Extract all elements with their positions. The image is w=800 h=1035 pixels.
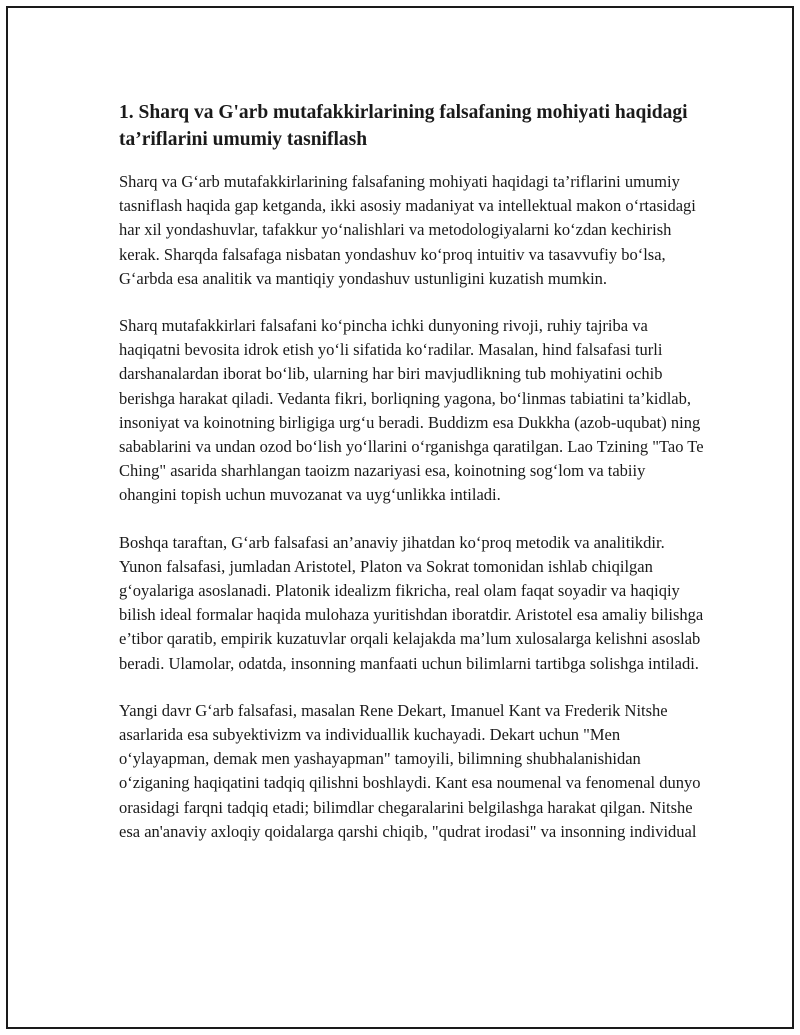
page-frame (6, 6, 794, 1029)
paragraph-3: Boshqa taraftan, G‘arb falsafasi an’anaviy jihatdan ko‘proq metodik va analitikdir. Yunon falsafasi, jumladan Aristotel, Platon va Sokrat tomonidan ishlab chiqilgan g‘oyalariga asoslanadi. Platonik idealizm fikricha, real olam faqat soyadir va haqiqiy bilish ideal formalar haqida mulohaza yuritishdan iboratdir. Aristotel esa amaliy bilishga e’tibor qaratib, empirik kuzatuvlar orqali kelajakda ma’lum xulosalarga kelishni asoslab beradi. Ulamolar, odatda, insonning manfaati uchun bilimlarni tartibga solishga intiladi. (119, 532, 704, 673)
paragraph-1: Sharq va G‘arb mutafakkirlarining falsafaning mohiyati haqidagi ta’riflarini umumiy tasniflash haqida gap ketganda, ikki asosiy madaniyat va intellektual makon o‘rtasidagi har xil yondashuvlar, tafakkur yo‘nalishlari va metodologiyalarni ko‘zdan kechirish kerak. Sharqda falsafaga nisbatan yondashuv ko‘proq intuitiv va tasavvufiy bo‘lsa, G‘arbda esa analitik va mantiqiy yondashuv ustunligini kuzatish mumkin. (119, 172, 696, 288)
paragraph-4: Yangi davr G‘arb falsafasi, masalan Rene Dekart, Imanuel Kant va Frederik Nitshe asarlarida esa subyektivizm va individuallik kuchayadi. Dekart uchun "Men o‘ylayapman, demak men yashayapman" tamoyili, bilimning shubhalanishidan o‘ziganing haqiqatini tadqiq qilishni boshlaydi. Kant esa noumenal va fenomenal dunyo orasidagi farqni tadqiq etadi; bilimdlar chegaralarini belgilashga harakat qilgan. Nitshe esa an'anaviy axloqiy qoidalarga qarshi chiqib, "qudrat irodasi" va insonning individual (119, 700, 701, 841)
paragraph-2: Sharq mutafakkirlari falsafani ko‘pincha ichki dunyoning rivoji, ruhiy tajriba va haqiqatni bevosita idrok etish yo‘li sifatida ko‘radilar. Masalan, hind falsafasi turli darshanalardan iborat bo‘lib, ularning har biri mavjudlikning tub mohiyatini ochib berishga harakat qiladi. Vedanta fikri, borliqning yagona, bo‘linmas tabiatini ta’kidlab, insoniyat va koinotning birligiga urg‘u beradi. Buddizm esa Dukkha (azob-uqubat) ning sabablarini va undan ozod bo‘lish yo‘llarini o‘rganishga qaratilgan. Lao Tzining "Tao Te Ching" asarida sharhlangan taoizm nazariyasi esa, koinotning sog‘lom va tabiiy ohangini topish uchun muvozanat va uyg‘unlikka intiladi. (119, 316, 704, 505)
document-body (119, 99, 704, 867)
section-heading: 1. Sharq va G'arb mutafakkirlarining falsafaning mohiyati haqidagi ta’riflarini umumiy tasniflash (119, 102, 688, 150)
